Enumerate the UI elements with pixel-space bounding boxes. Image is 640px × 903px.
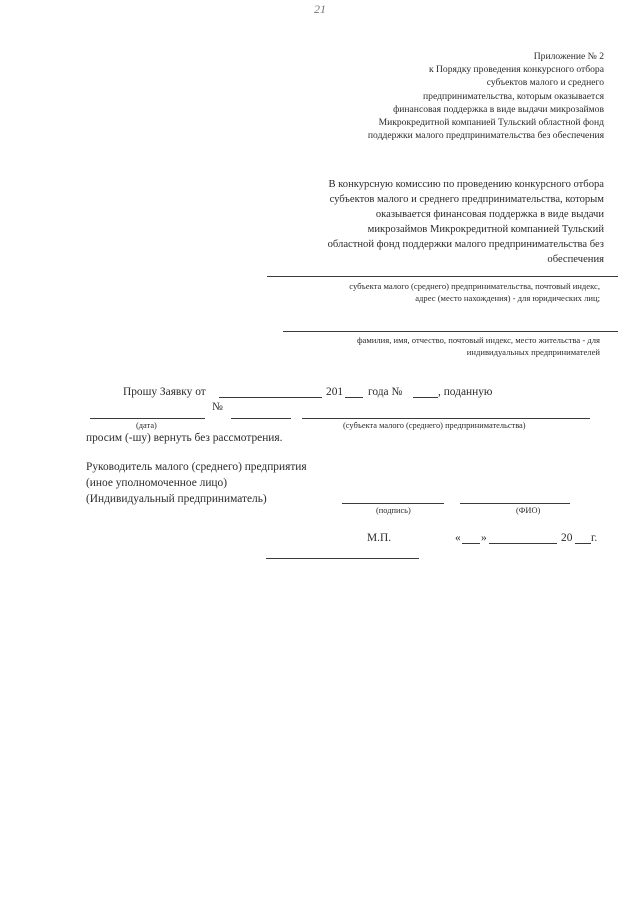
subject-field[interactable]: [302, 418, 590, 419]
day-field[interactable]: [462, 543, 480, 544]
year-suffix: г.: [591, 532, 598, 544]
request-year-prefix: 201: [326, 386, 344, 398]
addressee-line: микрозаймов Микрокредитной компанией Тульский: [367, 224, 604, 235]
appendix-line: Приложение № 2: [533, 51, 604, 62]
addressee-line: обеспечения: [547, 254, 604, 265]
request-text-start: Прошу Заявку от: [123, 386, 206, 398]
appendix-line: Микрокредитной компанией Тульский областной фонд: [378, 117, 604, 129]
date-field[interactable]: [90, 418, 205, 419]
signature-field[interactable]: [342, 503, 444, 504]
signatory-line-1: Руководитель малого (среднего) предприятия: [86, 461, 307, 473]
addressee-line: В конкурсную комиссию по проведению конкурсного отбора: [328, 179, 604, 190]
signatory-line-2: (иное уполномоченное лицо): [86, 477, 228, 489]
legal-entity-line[interactable]: [267, 276, 618, 277]
year-prefix: 20: [561, 532, 573, 544]
appendix-line: к Порядку проведения конкурсного отбора: [428, 64, 604, 76]
signatory-line-3: (Индивидуальный предприниматель): [86, 493, 267, 505]
legal-entity-caption: [349, 281, 600, 304]
request-number-field[interactable]: [413, 397, 438, 398]
individual-caption: [357, 335, 600, 358]
caption-line: индивидуальных предпринимателей: [466, 346, 600, 357]
date-caption: (дата): [136, 421, 157, 430]
date-open-quote: «: [455, 532, 461, 544]
addressee-line: субъектов малого и среднего предпринимательства, которым: [329, 194, 604, 205]
caption-line: фамилия, имя, отчество, почтовый индекс, место жительства - для: [356, 335, 600, 345]
month-field[interactable]: [489, 543, 557, 544]
request-text-end: , поданную: [438, 386, 493, 398]
second-number-field[interactable]: [231, 418, 291, 419]
name-field[interactable]: [460, 503, 570, 504]
addressee-block: [328, 177, 604, 267]
year-field[interactable]: [575, 543, 591, 544]
page-number: 21: [314, 2, 326, 16]
request-number-label: года №: [368, 386, 403, 398]
subject-caption: (субъекта малого (среднего) предпринимательства): [343, 421, 526, 430]
addressee-line: оказывается финансовая поддержка в виде выдачи: [375, 209, 604, 220]
request-date-field[interactable]: [219, 397, 322, 398]
appendix-line: субъектов малого и среднего: [486, 77, 604, 89]
individual-line[interactable]: [283, 331, 618, 332]
request-year-field[interactable]: [345, 397, 363, 398]
signature-caption: (подпись): [376, 506, 411, 515]
appendix-line: предпринимательства, которым оказывается: [423, 90, 604, 102]
name-caption: (ФИО): [516, 506, 541, 515]
appendix-line: финансовая поддержка в виде выдачи микрозаймов: [393, 103, 604, 115]
bottom-line[interactable]: [266, 558, 419, 559]
caption-line: адрес (место нахождения) - для юридических лиц;: [415, 292, 600, 303]
stamp-mp: М.П.: [367, 532, 392, 544]
appendix-header: [368, 50, 604, 142]
date-close-quote: »: [481, 532, 487, 544]
appendix-line: поддержки малого предпринимательства без обеспечения: [367, 130, 604, 142]
addressee-line: областной фонд поддержки малого предпринимательства без: [327, 239, 604, 250]
caption-line: субъекта малого (среднего) предпринимательства, почтовый индекс,: [349, 281, 600, 291]
return-text: просим (-шу) вернуть без рассмотрения.: [86, 432, 283, 444]
number-sign: №: [212, 401, 223, 413]
